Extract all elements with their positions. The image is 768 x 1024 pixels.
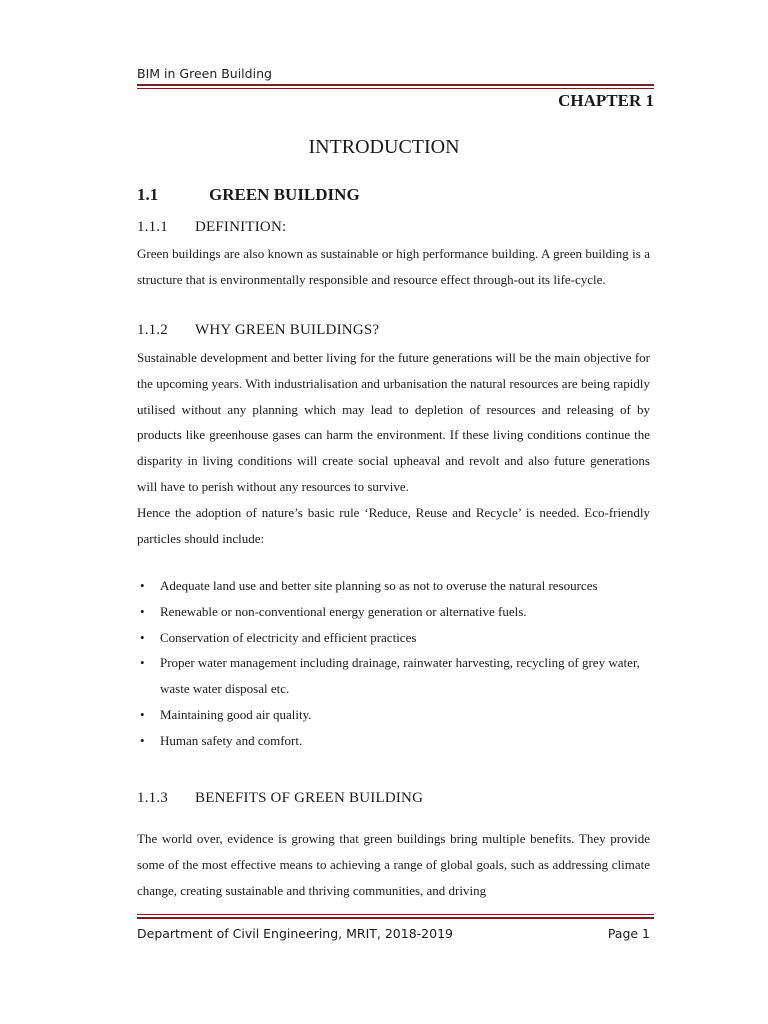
footer-rule-thick: [137, 917, 654, 919]
section-title: GREEN BUILDING: [209, 185, 360, 204]
list-item: • Maintaining good air quality.: [137, 702, 650, 728]
section-title: DEFINITION:: [195, 219, 287, 235]
paragraph-text: Sustainable development and better living for the future generations will be the main objective for the upcoming years. With industrialisation and urbanisation the natural resources are being rapidly utilised without any planning which may lead to depletion of resources and releasing of by products like greenhouse gases can harm the environment. If these living conditions continue the disparity in living conditions will create social upheaval and revolt and also future generations will have to perish without any resources to survive.: [137, 350, 650, 494]
definition-paragraph: [137, 241, 650, 293]
section-title: WHY GREEN BUILDINGS?: [195, 322, 380, 338]
bullet-dot-icon: •: [140, 629, 145, 645]
footer-department: Department of Civil Engineering, MRIT, 2018-2019: [137, 926, 453, 941]
paragraph-text: The world over, evidence is growing that green buildings bring multiple benefits. They provide some of the most effective means to achieving a range of global goals, such as addressing climate change, creating sustainable and thriving communities, and driving: [137, 831, 650, 898]
bullet-dot-icon: •: [140, 655, 145, 671]
bullet-dot-icon: •: [140, 706, 145, 722]
chapter-label: CHAPTER 1: [558, 91, 654, 110]
section-heading-1-1: [137, 185, 360, 205]
eco-friendly-list: [137, 573, 650, 754]
paragraph-text: Hence the adoption of nature’s basic rule ‘Reduce, Reuse and Recycle’ is needed. Eco-friendly particles should include:: [137, 504, 650, 546]
section-number: 1.1: [137, 185, 159, 204]
list-item: • Human safety and comfort.: [137, 728, 650, 754]
why-paragraph: [137, 345, 650, 551]
section-number: 1.1.2: [137, 322, 168, 338]
footer-rule-thin: [137, 914, 654, 915]
section-number: 1.1.3: [137, 790, 168, 806]
list-item: • Conservation of electricity and efficient practices: [137, 625, 650, 651]
section-number: 1.1.1: [137, 219, 168, 235]
list-item: • Adequate land use and better site planning so as not to overuse the natural resources: [137, 573, 650, 599]
section-title: BENEFITS OF GREEN BUILDING: [195, 790, 424, 806]
benefits-paragraph: [137, 826, 650, 903]
list-item: • Proper water management including drainage, rainwater harvesting, recycling of grey water, waste water disposal etc.: [137, 650, 650, 702]
page-title: INTRODUCTION: [308, 136, 460, 158]
page-number: Page 1: [607, 926, 650, 941]
bullet-dot-icon: •: [140, 578, 145, 593]
header-rule-thin: [137, 88, 654, 89]
list-item: • Renewable or non-conventional energy generation or alternative fuels.: [137, 599, 650, 625]
section-heading-1-1-1: [137, 219, 286, 236]
bullet-dot-icon: •: [140, 732, 145, 748]
paragraph-text: Green buildings are also known as sustainable or high performance building. A green building is a structure that is environmentally responsible and resource effect through-out its life-cycle.: [137, 246, 650, 287]
header-rule-thick: [137, 84, 654, 86]
bullet-dot-icon: •: [140, 603, 145, 619]
section-heading-1-1-2: [137, 322, 379, 339]
section-heading-1-1-3: [137, 790, 423, 807]
running-header: BIM in Green Building: [137, 66, 272, 81]
